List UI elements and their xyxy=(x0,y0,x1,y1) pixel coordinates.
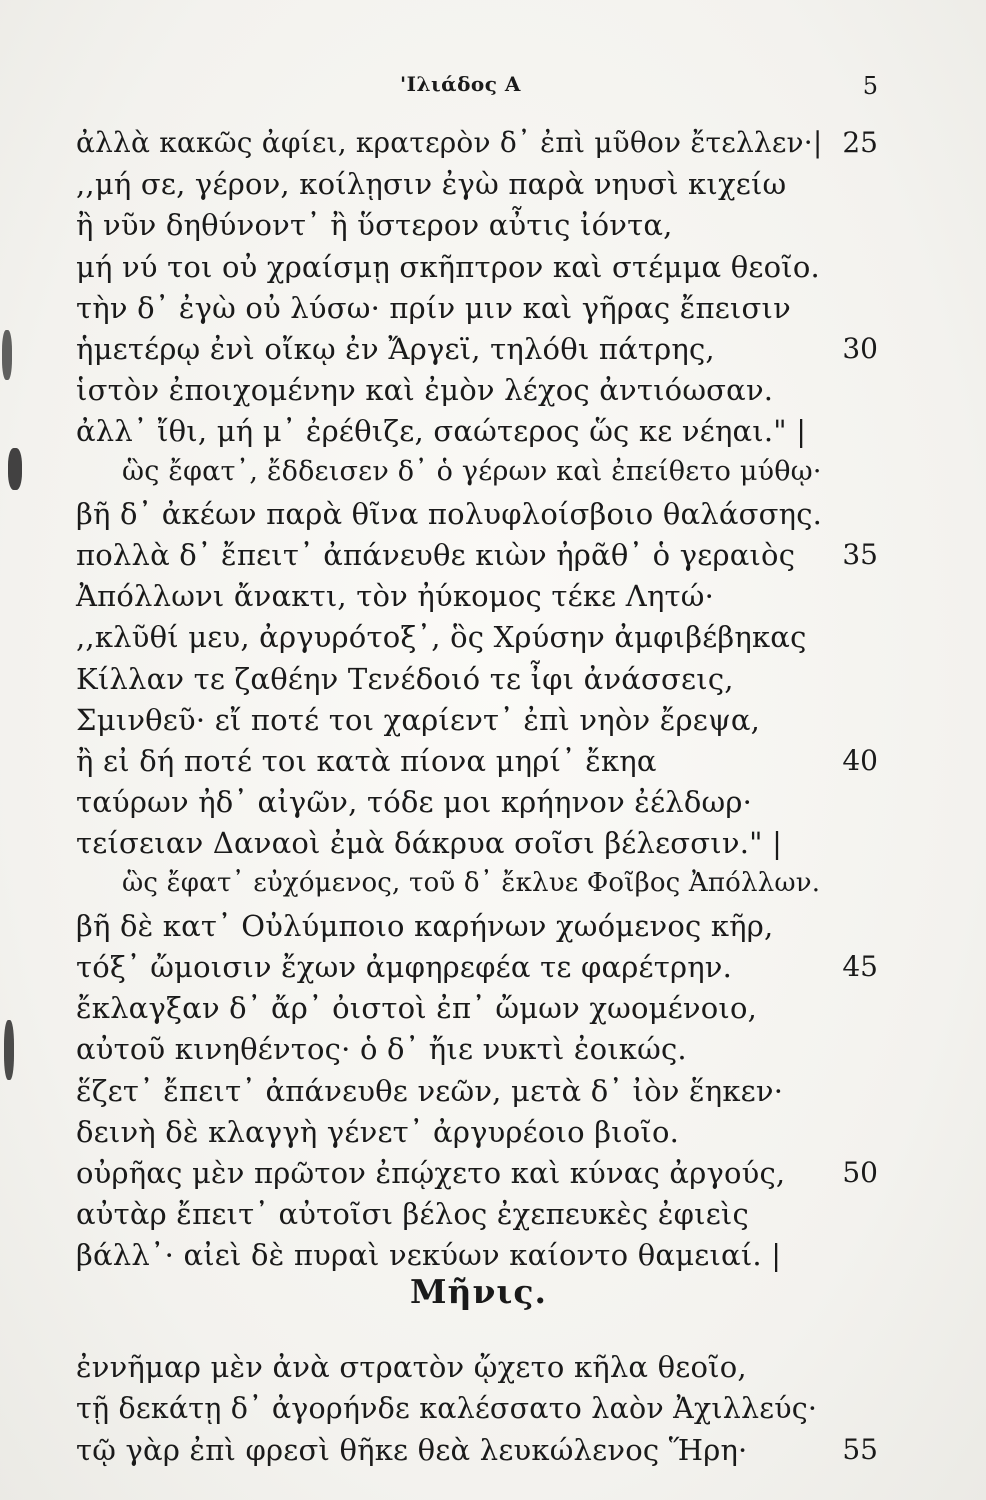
verse-line: πολλὰ δ᾽ ἔπειτ᾽ ἀπάνευθε κιὼν ἠρᾶθ᾽ ὁ γεραιὸς xyxy=(76,538,796,572)
line-number: 45 xyxy=(842,950,878,983)
verse-line: ὣς ἔφατ᾽ εὐχόμενος, τοῦ δ᾽ ἔκλυε Φοῖβος Ἀπόλλων. xyxy=(122,867,821,898)
line-number: 50 xyxy=(842,1156,878,1189)
verse-line: ἕζετ᾽ ἔπειτ᾽ ἀπάνευθε νεῶν, μετὰ δ᾽ ἰὸν ἕηκεν· xyxy=(76,1073,784,1108)
verse-line: βάλλ᾽· αἰεὶ δὲ πυραὶ νεκύων καίοντο θαμειαί. | xyxy=(76,1238,782,1273)
line-number: 55 xyxy=(842,1433,878,1466)
verse-line: βῆ δ᾽ ἀκέων παρὰ θῖνα πολυφλοίσβοιο θαλάσσης. xyxy=(76,496,823,531)
verse-line: ,,μή σε, γέρον, κοίλῃσιν ἐγὼ παρὰ νηυσὶ κιχείω xyxy=(76,167,787,202)
line-number: 40 xyxy=(842,744,878,777)
verse-line: ἔκλαγξαν δ᾽ ἄρ᾽ ὀιστοὶ ἐπ᾽ ὤμων χωομένοιο, xyxy=(76,991,758,1026)
line-number: 25 xyxy=(842,126,878,159)
verse-line: Σμινθεῦ· εἴ ποτέ τοι χαρίεντ᾽ ἐπὶ νηὸν ἔρεψα, xyxy=(76,702,761,737)
running-header-title: 'Ιλιάδος Α xyxy=(400,72,521,96)
verse-line: τείσειαν Δαναοὶ ἐμὰ δάκρυα σοῖσι βέλεσσιν." | xyxy=(76,826,783,861)
line-number: 30 xyxy=(842,332,878,365)
verse-line: ἀλλ᾽ ἴθι, μή μ᾽ ἐρέθιζε, σαώτερος ὥς κε νέηαι." | xyxy=(76,414,807,449)
verse-line: Ἀπόλλωνι ἄνακτι, τὸν ἠύκομος τέκε Λητώ· xyxy=(76,579,715,614)
verse-line: ἱστὸν ἐποιχομένην καὶ ἐμὸν λέχος ἀντιόωσαν. xyxy=(76,373,774,408)
verse-line: ἡμετέρῳ ἐνὶ οἴκῳ ἐν Ἄργεϊ, τηλόθι πάτρης, xyxy=(76,332,715,366)
line-number: 35 xyxy=(842,538,878,571)
verse-line: αὐτοῦ κινηθέντος· ὁ δ᾽ ἤιε νυκτὶ ἐοικώς. xyxy=(76,1032,687,1067)
verse-line: τὴν δ᾽ ἐγὼ οὐ λύσω· πρίν μιν καὶ γῆρας ἔπεισιν xyxy=(76,290,791,325)
verse-line: ἢ νῦν δηθύνοντ᾽ ἢ ὕστερον αὖτις ἰόντα, xyxy=(76,208,673,243)
section-title: Μῆνις. xyxy=(410,1272,547,1311)
verse-line: ταύρων ἠδ᾽ αἰγῶν, τόδε μοι κρήηνον ἐέλδωρ· xyxy=(76,785,753,820)
verse-line: ἐννῆμαρ μὲν ἀνὰ στρατὸν ᾤχετο κῆλα θεοῖο, xyxy=(76,1350,747,1384)
verse-line: αὐτὰρ ἔπειτ᾽ αὐτοῖσι βέλος ἐχεπευκὲς ἐφιεὶς xyxy=(76,1197,749,1232)
verse-line: δεινὴ δὲ κλαγγὴ γένετ᾽ ἀργυρέοιο βιοῖο. xyxy=(76,1114,680,1149)
page-number: 5 xyxy=(862,72,878,100)
verse-line: ἀλλὰ κακῶς ἀφίει, κρατερὸν δ᾽ ἐπὶ μῦθον ἔτελλεν·| xyxy=(76,126,823,159)
verse-line: τόξ᾽ ὤμοισιν ἔχων ἀμφηρεφέα τε φαρέτρην. xyxy=(76,950,733,984)
verse-line: ὣς ἔφατ᾽, ἔδδεισεν δ᾽ ὁ γέρων καὶ ἐπείθετο μύθῳ· xyxy=(122,455,822,487)
verse-line: τῇ δεκάτῃ δ᾽ ἀγορήνδε καλέσσατο λαὸν Ἀχιλλεύς· xyxy=(76,1391,818,1425)
verse-line: τῷ γὰρ ἐπὶ φρεσὶ θῆκε θεὰ λευκώλενος Ἥρη· xyxy=(76,1433,748,1467)
verse-line: ἢ εἰ δή ποτέ τοι κατὰ πίονα μηρί᾽ ἔκηα xyxy=(76,744,657,778)
verse-line: οὐρῆας μὲν πρῶτον ἐπῴχετο καὶ κύνας ἀργούς, xyxy=(76,1156,786,1190)
verse-line: Κίλλαν τε ζαθέην Τενέδοιό τε ἶφι ἀνάσσεις, xyxy=(76,661,734,696)
verse-line: βῆ δὲ κατ᾽ Οὐλύμποιο καρήνων χωόμενος κῆρ, xyxy=(76,908,774,943)
verse-line: ,,κλῦθί μευ, ἀργυρότοξ᾽, ὃς Χρύσην ἀμφιβέβηκας xyxy=(76,620,807,655)
verse-line: μή νύ τοι οὐ χραίσμῃ σκῆπτρον καὶ στέμμα θεοῖο. xyxy=(76,249,820,284)
